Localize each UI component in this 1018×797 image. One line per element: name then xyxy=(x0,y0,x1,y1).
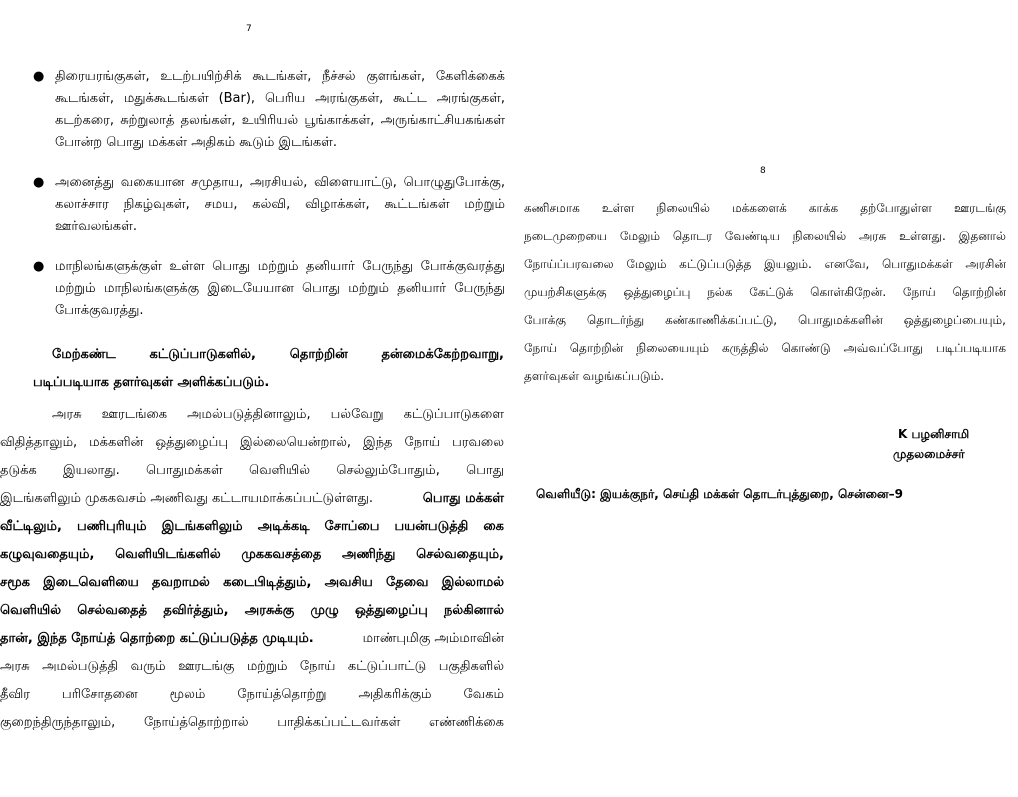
para-line-4-text: இடங்களிலும் முககவசம் அணிவது கட்டாயமாக்கப்பட்டுள்ளது. xyxy=(0,491,373,506)
para-line-5: வீட்டிலும், பணிபுரியும் இடங்களிலும் அடிக்கடி சோப்பை பயன்படுத்தி கை xyxy=(0,519,504,534)
para-line-10: அரசு அமல்படுத்தி வரும் ஊரடங்கு மற்றும் நோய் கட்டுப்பாட்டு பகுதிகளில் xyxy=(0,659,504,674)
para-line-3: தடுக்க இயலாது. பொதுமக்கள் வெளியில் செல்லும்போதும், பொது xyxy=(0,463,504,478)
bullet-icon: ● xyxy=(33,69,45,84)
right-para-line-7: தளர்வுகள் வழங்கப்படும். xyxy=(524,369,665,383)
bullet-item-2 xyxy=(33,172,505,242)
heading-line-2: படிப்படியாக தளர்வுகள் அளிக்கப்படும். xyxy=(33,375,270,390)
right-para-line-5: போக்கு தொடர்ந்து கண்காணிக்கப்பட்டு, பொதுமக்களின் ஒத்துழைப்பையும், xyxy=(524,313,1006,327)
para-line-9-bold: தான், இந்த நோய்த் தொற்றை கட்டுப்படுத்த முடியும். xyxy=(0,631,314,646)
page-number-left: 7 xyxy=(246,24,252,34)
para-line-2: விதித்தாலும், மக்களின் ஒத்துழைப்பு இல்லையென்றால், இந்த நோய் பரவலை xyxy=(0,435,504,450)
signatory-name: K பழனிசாமி xyxy=(898,427,970,441)
para-line-11: தீவிர பரிசோதனை மூலம் நோய்த்தொற்று அதிகரிக்கும் வேகம் xyxy=(0,687,504,702)
right-para-line-1: கணிசமாக உள்ள நிலையில் மக்களைக் காக்க தற்போதுள்ள ஊரடங்கு xyxy=(524,201,1006,215)
para-line-6: கழுவுவதையும், வெளியிடங்களில் முககவசத்தை அணிந்து செல்வதையும், xyxy=(0,547,504,562)
heading-line-1: மேற்கண்ட கட்டுப்பாடுகளில், தொற்றின் தன்மைக்கேற்றவாறு, xyxy=(52,347,504,362)
bullet-text: மாநிலங்களுக்குள் உள்ள பொது மற்றும் தனியார் பேருந்து போக்குவரத்து மற்றும் மாநிலங்களுக்கு இடையேயான பொது மற்றும் தனியார் பேருந்து போக்குவரத்து. xyxy=(55,259,505,318)
para-line-4-bold-tail: பொது மக்கள் xyxy=(422,491,504,506)
right-para-line-2: நடைமுறையை மேலும் தொடர வேண்டிய நிலையில் அரசு உள்ளது. இதனால் xyxy=(524,229,1006,243)
signatory-title: முதலமைச்சர் xyxy=(893,447,965,461)
right-para-line-6: நோய் தொற்றின் நிலையையும் கருத்தில் கொண்டு அவ்வப்போது படிப்படியாக xyxy=(524,341,1006,355)
para-line-1: அரசு ஊரடங்கை அமல்படுத்தினாலும், பல்வேறு கட்டுப்பாடுகளை xyxy=(52,407,504,422)
right-para-line-4: முயற்சிகளுக்கு ஒத்துழைப்பு நல்க கேட்டுக் கொள்கிறேன். நோய் தொற்றின் xyxy=(524,285,1006,299)
bullet-item-1 xyxy=(33,66,505,156)
release-note: வெளியீடு: இயக்குநர், செய்தி மக்கள் தொடர்புத்துறை, சென்னை–9 xyxy=(536,487,903,501)
bullet-item-3 xyxy=(33,256,505,326)
bullet-icon: ● xyxy=(33,175,45,190)
bullet-icon: ● xyxy=(33,259,45,274)
para-line-9-tail: மாண்புமிகு அம்மாவின் xyxy=(362,631,504,646)
para-line-7: சமூக இடைவெளியை தவறாமல் கடைபிடித்தும், அவசிய தேவை இல்லாமல் xyxy=(0,575,504,590)
bullet-text: திரையரங்குகள், உடற்பயிற்சிக் கூடங்கள், நீச்சல் குளங்கள், கேளிக்கைக் கூடங்கள், மதுக்கூடங்கள் (Bar), பெரிய அரங்குகள், கூட்ட அரங்குகள், கடற்கரை, சுற்றுலாத் தலங்கள், உயிரியல் பூங்காக்கள், அருங்காட்சியகங்கள் போன்ற பொது மக்கள் அதிகம் கூடும் இடங்கள். xyxy=(55,69,505,150)
page-number-right: 8 xyxy=(760,166,766,176)
bullet-text: அனைத்து வகையான சமுதாய, அரசியல், விளையாட்டு, பொழுதுபோக்கு, கலாச்சார நிகழ்வுகள், சமய, கல்வி, விழாக்கள், கூட்டங்கள் மற்றும் ஊர்வலங்கள். xyxy=(55,175,505,234)
para-line-12: குறைந்திருந்தாலும், நோய்த்தொற்றால் பாதிக்கப்பட்டவர்கள் எண்ணிக்கை xyxy=(0,715,504,730)
para-line-8: வெளியில் செல்வதைத் தவிர்த்தும், அரசுக்கு முழு ஒத்துழைப்பு நல்கினால் xyxy=(0,603,504,618)
para-line-9 xyxy=(0,628,504,650)
right-para-line-3: நோய்ப்பரவலை மேலும் கட்டுப்படுத்த இயலும். எனவே, பொதுமக்கள் அரசின் xyxy=(524,257,1006,271)
para-line-4 xyxy=(0,488,504,510)
